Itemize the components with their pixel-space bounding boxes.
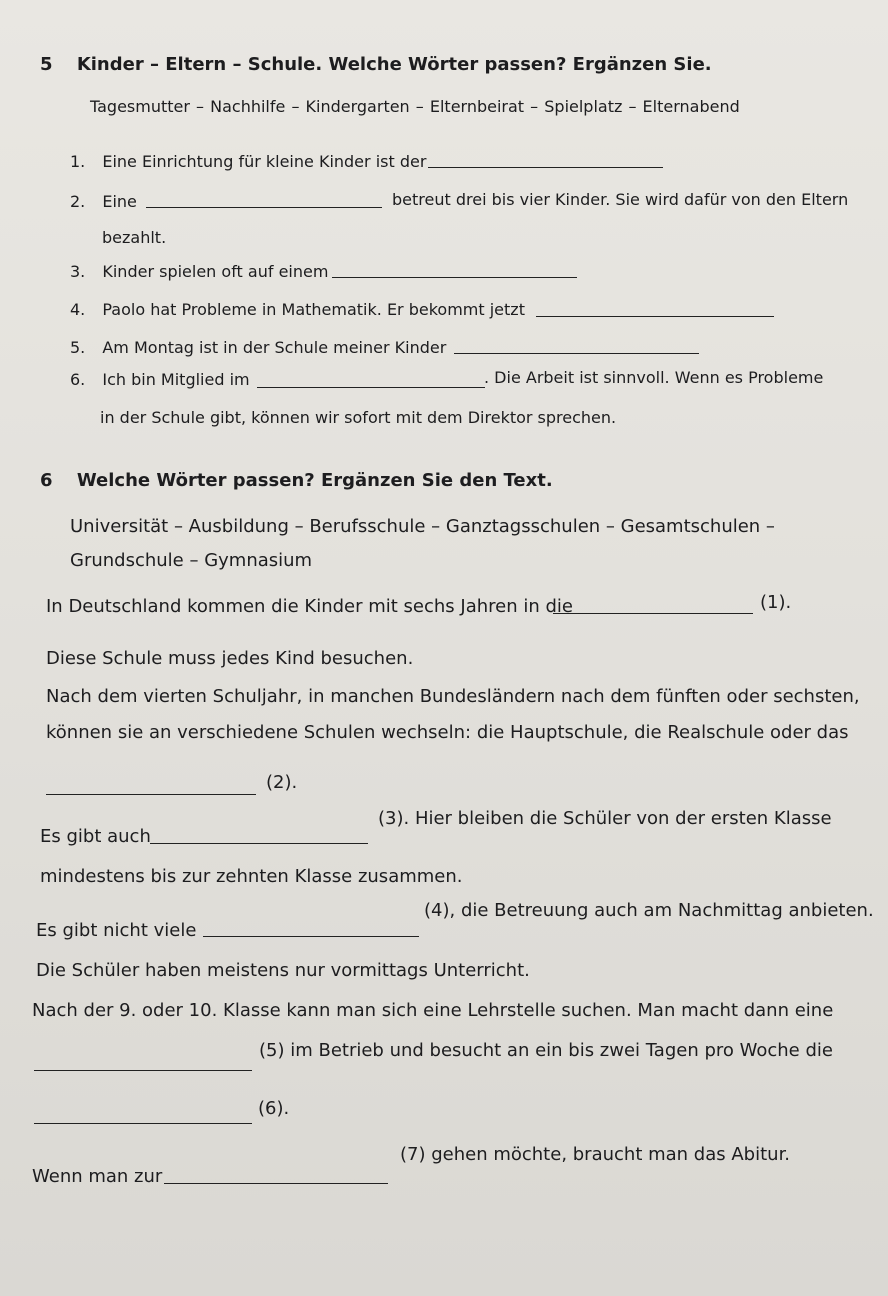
blank-5-2[interactable]: [146, 206, 382, 208]
blank-5-4[interactable]: [536, 315, 774, 317]
ex5-item-3: 3. Kinder spielen oft auf einem: [70, 262, 329, 281]
ex5-title: Kinder – Eltern – Schule. Welche Wörter passen? Ergänzen Sie.: [76, 54, 712, 75]
ex6-title: Welche Wörter passen? Ergänzen Sie den Text.: [76, 470, 553, 491]
ex6-line-1: In Deutschland kommen die Kinder mit sechs Jahren in die: [46, 596, 573, 617]
ex6-line-8: Es gibt nicht viele: [36, 920, 197, 941]
ex6-line-6: Es gibt auch: [40, 826, 151, 847]
ex5-item-6-cont: in der Schule gibt, können wir sofort mit dem Direktor sprechen.: [100, 408, 617, 427]
blank-5-6[interactable]: [257, 386, 485, 388]
ex6-heading: [40, 470, 553, 491]
ex5-item-5: 5. Am Montag ist in der Schule meiner Kinder: [70, 338, 447, 357]
ex6-line-13: Wenn man zur: [32, 1166, 163, 1187]
ex5-item-6-after: . Die Arbeit ist sinnvoll. Wenn es Probleme: [484, 368, 824, 387]
ex6-line-3: Nach dem vierten Schuljahr, in manchen Bundesländern nach dem fünften oder sechsten,: [46, 686, 860, 707]
blank-6-6[interactable]: [34, 1122, 252, 1124]
ex5-item-2-after: betreut drei bis vier Kinder. Sie wird dafür von den Eltern: [392, 190, 849, 209]
blank-5-3[interactable]: [332, 276, 577, 278]
blank-5-1[interactable]: [428, 166, 663, 168]
ex5-number: 5: [40, 54, 53, 75]
ex6-line-9: Die Schüler haben meistens nur vormittags Unterricht.: [36, 960, 530, 981]
ex5-heading: [40, 54, 712, 75]
ex6-line-13-after: (7) gehen möchte, braucht man das Abitur.: [400, 1144, 791, 1165]
ex6-line-4: können sie an verschiedene Schulen wechseln: die Hauptschule, die Realschule oder das: [46, 722, 849, 743]
blank-6-3[interactable]: [150, 842, 368, 844]
ex6-wordbank-1: Universität – Ausbildung – Berufsschule – Ganztagsschulen – Gesamtschulen –: [70, 516, 775, 537]
ex5-wordbank: Tagesmutter – Nachhilfe – Kindergarten – Elternbeirat – Spielplatz – Elternabend: [90, 97, 740, 116]
ex6-number: 6: [40, 470, 53, 491]
ex5-item-2: 2. Eine: [70, 192, 137, 211]
blank-6-5[interactable]: [34, 1069, 252, 1071]
ex5-item-4: 4. Paolo hat Probleme in Mathematik. Er bekommt jetzt: [70, 300, 525, 319]
ex6-line-12-after: (6).: [258, 1098, 290, 1119]
ex6-line-10: Nach der 9. oder 10. Klasse kann man sich eine Lehrstelle suchen. Man macht dann eine: [32, 1000, 834, 1021]
ex6-line-7: mindestens bis zur zehnten Klasse zusammen.: [40, 866, 463, 887]
blank-6-7[interactable]: [164, 1182, 388, 1184]
ex6-line-1-after: (1).: [760, 592, 792, 613]
blank-6-2[interactable]: [46, 793, 256, 795]
ex6-line-5-after: (2).: [266, 772, 298, 793]
blank-5-5[interactable]: [454, 352, 699, 354]
ex6-line-8-after: (4), die Betreuung auch am Nachmittag anbieten.: [424, 900, 874, 921]
blank-6-1[interactable]: [553, 612, 753, 614]
ex6-line-6-after: (3). Hier bleiben die Schüler von der ersten Klasse: [378, 808, 832, 829]
ex6-wordbank-2: Grundschule – Gymnasium: [70, 550, 313, 571]
ex5-item-2-cont: bezahlt.: [102, 228, 167, 247]
blank-6-4[interactable]: [203, 935, 419, 937]
ex5-item-1: 1. Eine Einrichtung für kleine Kinder ist der: [70, 152, 427, 171]
ex6-line-2: Diese Schule muss jedes Kind besuchen.: [46, 648, 414, 669]
ex5-item-6: 6. Ich bin Mitglied im: [70, 370, 250, 389]
ex6-line-11-after: (5) im Betrieb und besucht an ein bis zwei Tagen pro Woche die: [259, 1040, 833, 1061]
